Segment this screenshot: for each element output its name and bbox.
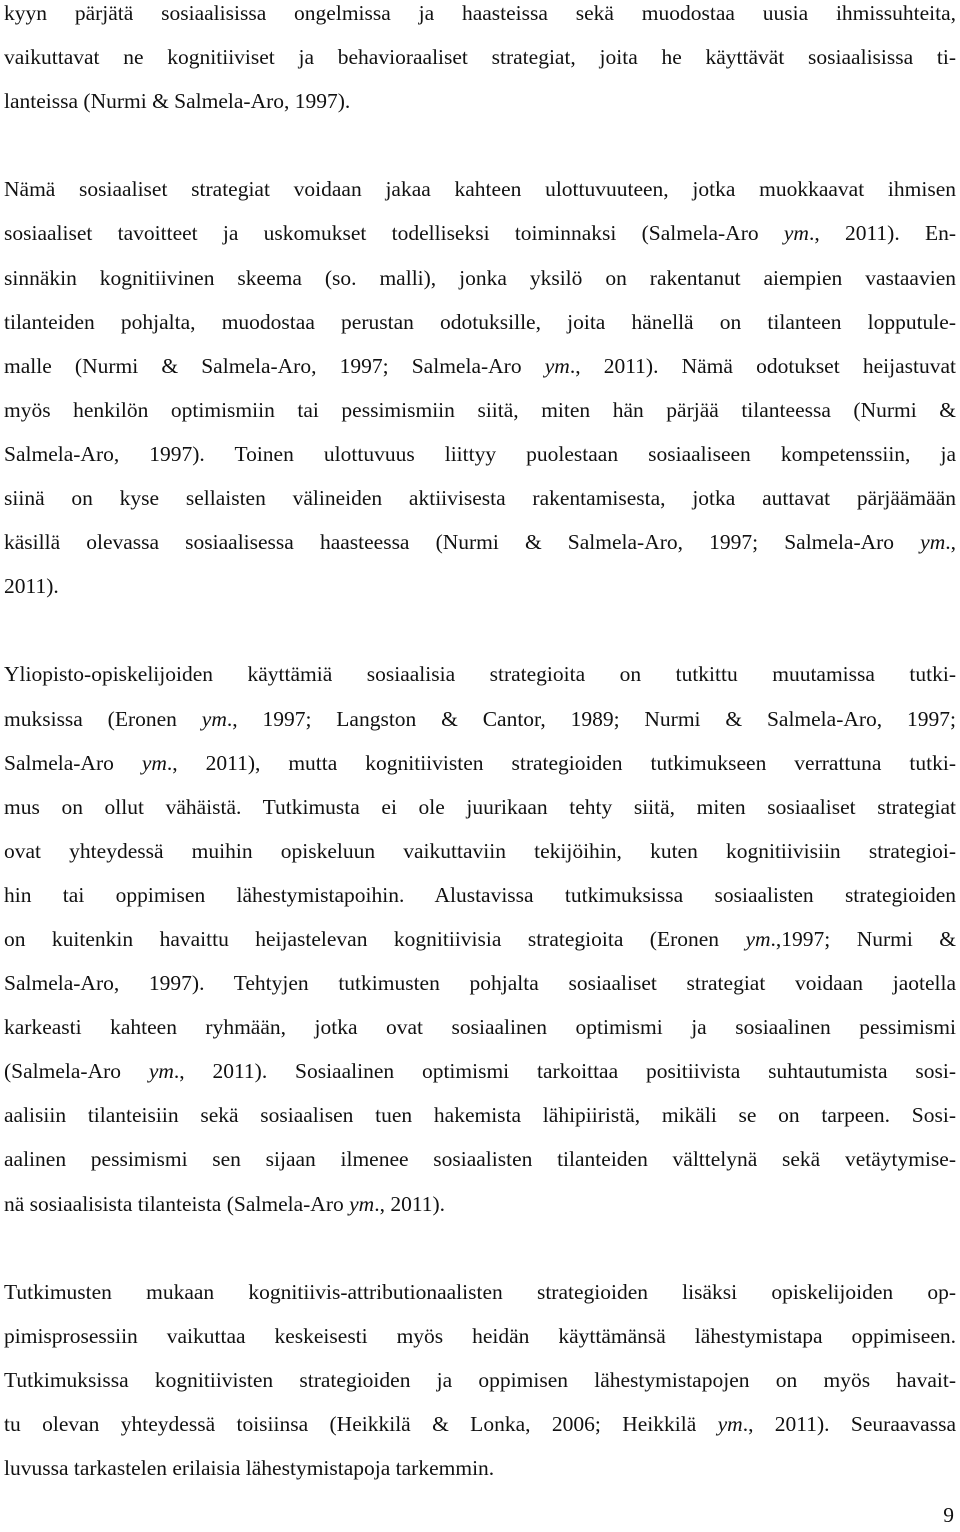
text-line: muksissa (Eronen ym., 1997; Langston & Cantor, 1989; Nurmi & Salmela-Aro, 1997; — [4, 706, 956, 731]
paragraph-2 — [4, 167, 956, 608]
text-line: mus on ollut vähäistä. Tutkimusta ei ole juurikaan tehty siitä, miten sosiaaliset strategiat — [4, 794, 956, 819]
text-line: ovat yhteydessä muihin opiskeluun vaikuttaviin tekijöihin, kuten kognitiivisiin strategioi- — [4, 838, 956, 863]
text-line: siinä on kyse sellaisten välineiden aktiivisesta rakentamisesta, jotka auttavat pärjäämään — [4, 486, 956, 511]
text-line: tu olevan yhteydessä toisiinsa (Heikkilä & Lonka, 2006; Heikkilä ym., 2011). Seuraavassa — [4, 1412, 956, 1436]
text-line: malle (Nurmi & Salmela-Aro, 1997; Salmela-Aro ym., 2011). Nämä odotukset heijastuvat — [4, 353, 956, 378]
text-line: sinnäkin kognitiivinen skeema (so. malli), jonka yksilö on rakentanut aiempien vastaavien — [4, 265, 956, 290]
abbreviation-ym: ym — [148, 1059, 174, 1084]
abbreviation-ym: ym — [349, 1191, 375, 1216]
text-line: tilanteiden pohjalta, muodostaa perustan odotuksille, joita hänellä on tilanteen lopputule- — [4, 309, 956, 334]
text-line: kyyn pärjätä sosiaalisissa ongelmissa ja haasteissa sekä muodostaa uusia ihmissuhteita, — [4, 1, 956, 25]
text-line: Tutkimusten mukaan kognitiivis-attributionaalisten strategioiden lisäksi opiskelijoiden op- — [4, 1279, 956, 1304]
text-line: Nämä sosiaaliset strategiat voidaan jakaa kahteen ulottuvuuteen, jotka muokkaavat ihmisen — [4, 177, 956, 202]
text-line: luvussa tarkastelen erilaisia lähestymistapoja tarkemmin. — [4, 1456, 495, 1481]
paragraph-spacer — [4, 123, 956, 167]
text-line: Salmela-Aro, 1997). Tehtyjen tutkimusten pohjalta sosiaaliset strategiat voidaan jaotella — [4, 971, 956, 996]
abbreviation-ym: ym — [544, 353, 570, 378]
text-line: Salmela-Aro ym., 2011), mutta kognitiivisten strategioiden tutkimukseen verrattuna tutki- — [4, 750, 956, 775]
text-line: on kuitenkin havaittu heijastelevan kognitiivisia strategioita (Eronen ym.,1997; Nurmi & — [4, 926, 956, 951]
abbreviation-ym: ym — [920, 530, 946, 555]
text-line: sosiaaliset tavoitteet ja uskomukset todelliseksi toiminnaksi (Salmela-Aro ym., 2011). En- — [4, 221, 956, 246]
paragraph-3 — [4, 652, 956, 1225]
page-number: 9 — [943, 1503, 954, 1527]
paragraph-4 — [4, 1270, 956, 1490]
text-line: nä sosiaalisista tilanteista (Salmela-Aro ym., 2011). — [4, 1191, 446, 1216]
text-line: käsillä olevassa sosiaalisessa haasteessa (Nurmi & Salmela-Aro, 1997; Salmela-Aro ym., — [4, 530, 956, 555]
text-line: (Salmela-Aro ym., 2011). Sosiaalinen optimismi tarkoittaa positiivista suhtautumista sosi- — [4, 1059, 956, 1084]
abbreviation-ym: ym — [201, 706, 227, 731]
text-line: karkeasti kahteen ryhmään, jotka ovat sosiaalinen optimismi ja sosiaalinen pessimismi — [4, 1015, 956, 1040]
text-line: myös henkilön optimismiin tai pessimismiin siitä, miten hän pärjää tilanteessa (Nurmi & — [4, 397, 956, 422]
text-line: aalisiin tilanteisiin sekä sosiaalisen tuen hakemista lähipiiristä, mikäli se on tarpeen. Sosi- — [4, 1103, 956, 1128]
text-line: vaikuttavat ne kognitiiviset ja behavioraaliset strategiat, joita he käyttävät sosiaalisissa ti- — [4, 45, 956, 70]
abbreviation-ym: ym — [745, 926, 771, 951]
text-line: hin tai oppimisen lähestymistapoihin. Alustavissa tutkimuksissa sosiaalisten strategioiden — [4, 882, 956, 907]
abbreviation-ym: ym — [141, 750, 167, 775]
paragraph-spacer — [4, 1226, 956, 1270]
paragraph-spacer — [4, 608, 956, 652]
document-body — [4, 0, 956, 1490]
text-line: Salmela-Aro, 1997). Toinen ulottuvuus liittyy puolestaan sosiaaliseen kompetenssiin, ja — [4, 441, 956, 466]
paragraph-1 — [4, 0, 956, 123]
abbreviation-ym: ym — [783, 221, 809, 246]
abbreviation-ym: ym — [717, 1412, 743, 1436]
text-line: 2011). — [4, 574, 59, 599]
text-line: Tutkimuksissa kognitiivisten strategioiden ja oppimisen lähestymistapojen on myös havait- — [4, 1367, 956, 1392]
text-line: lanteissa (Nurmi & Salmela-Aro, 1997). — [4, 89, 351, 114]
text-line: Yliopisto-opiskelijoiden käyttämiä sosiaalisia strategioita on tutkittu muutamissa tutki- — [4, 662, 956, 687]
text-line: pimisprosessiin vaikuttaa keskeisesti myös heidän käyttämänsä lähestymistapa oppimiseen. — [4, 1323, 956, 1348]
text-line: aalinen pessimismi sen sijaan ilmenee sosiaalisten tilanteiden välttelynä sekä vetäytymise- — [4, 1147, 956, 1172]
